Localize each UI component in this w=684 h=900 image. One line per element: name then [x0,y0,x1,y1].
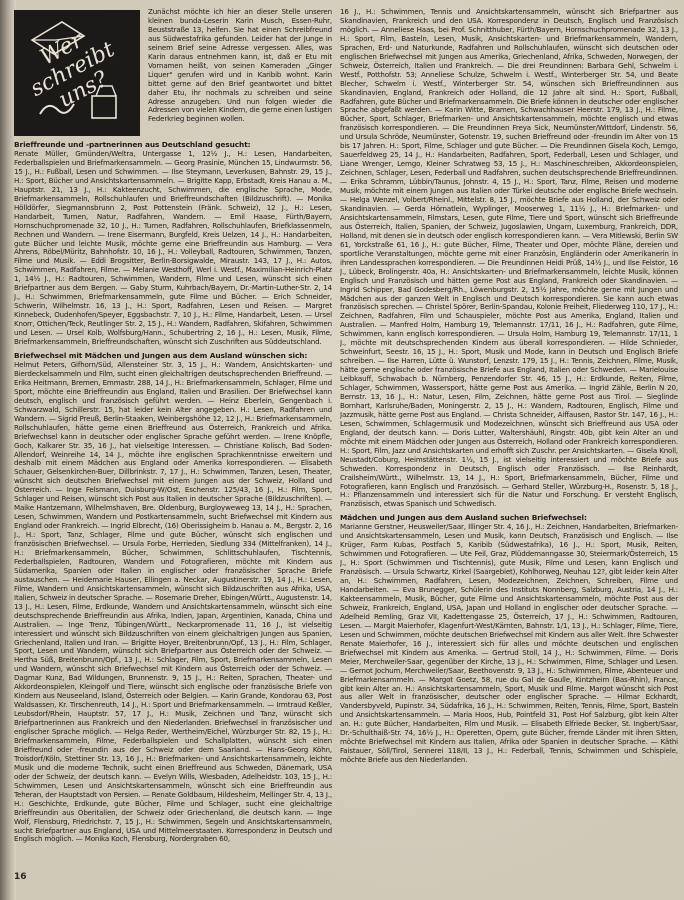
right-column-continued: 16 J., H.: Schwimmen, Tennis und Ansichtskartensammeln, wünscht sich Briefpartner aus Skandinavien, Frankreich und den USA. Korrespondenz in Deutsch, Englisch und Französisch möglich. — Anneliese Haas, bei Prof. Schnitthuber, Fürth/Bayern, Hornschuchpromenade 32, 13 J., H.: Sport, Film, Basteln, Lesen, Musik, Ansichtskarten- und Briefmarkensammeln, Wandern, Sprachen, Erd- und Naturkunde, Radfahren und Rollschuhlaufen, wünscht sich deutschen oder englischen Briefwechsel mit Jungen aus Amerika, Griechenland, Afrika, Schweden, Norwegen, der Schweiz, Österreich, Italien und Frankreich. — Die drei Freundinnen: Barbara Gehl, Schwelm i. Westf., Potthofstr. 53; Anneliese Schulze, Schwelm i. Westf., Winterberger Str. 54, und Beate Blecher, Schwelm i. Westf., Winterberger Str. 54, wünschen sich Brieffreundinnen aus Skandinavien, England, Frankreich oder Holland, die 12 Jahre alt sind. H.: Sport, Fußball, Radfahren, gute Bücher und Briefmarkensammeln. Die Briefe können in deutscher oder englischer Sprache abgefaßt werden. — Karin Witte, Bramen, Schwachhauser Heerstr. 179, 13 J., H.: Filme, Bücher, Sport, Schlager, Briefmarken- und Ansichtskartensammeln, möchte englisch und etwas französisch korrespondieren. — Die Freundinnen Freya Sick, Neumünster/Wittdorf, Lindenstr. 56, und Ursula Schröde, Neumünster, Gotenstr. 19, suchen Brieffreund oder -freundin im Alter von 15 bis 17 Jahren. H.: Sport, Filme, Schlager und gute Bücher. — Die Freundinnen Gisela Koch, Lemgo, Sauerfeldweg 25, 14 J., H.: Handarbeiten, Radfahren, Sport, Federball, Lesen und Schlager, und Liane Wrenger, Lemgo, Kleiner Schratweg 53, 15 J., H.: Maschineschreiben, Akkordeonspielen, Zeichnen, Schlager, Lesen, Federball und Radfahren, suchen deutschsprechende Brieffreundinnen. — Erika Schramm, Lübbin/Taunus, Johnstr. 4, 15 J., H.: Sport, Tanz, Filme, Reisen und moderne Musik, möchte mit einem Jungen aus Italien oder Türkei deutsche oder englische Briefe wechseln. — Helga Wenzel, Volbert/Rheinl., Mittelstr. 8, 15 J., möchte Briefe aus Holland, der Schweiz oder Skandinavien. — Gerda Hörnatlein, Wyplinger, Mooserweg 1, 11½ J., H.: Briefmarken- und Ansichtskartensammeln, Filmstars, Lesen, gute Filme, Tiere und Sport, wünscht sich Brieffreunde aus Österreich, Italien, Spanien, der Schweiz, Jugoslawien, Ungarn, Luxemburg, Frankreich, DDR, Holland, mit denen sie in deutsch oder englisch korrespondieren kann. — Vera Mitlewski, Berlin SW 61, Yorckstraße 61, 16 J., H.: gute Bücher, Filme, Theater und Oper, möchte Pläne, dereien und sportliche Veranstaltungen, möchte gerne mit einer Französin, Engländerin oder Amerikanerin in ihren Landessprachen korrespondieren. — Die Freundinnen Heidi Prüß, 14½ J., und Ilse Feistor, 16 J., Lübeck, Brolingerstr. 40a, H.: Ansichtskarten- und Briefmarkensammeln, leichte Musik, können Englisch und Französisch und hätten gerne Post aus England, Frankreich oder Skandinavien. — Ingrid Schipper, Bad Godesberg/Rh., Löwenburgstr. 2, 15½ Jahre, möchte gerne mit Jungen und Mädchen aus der ganzen Welt in Englisch und Deutsch korrespondieren. Sie kann auch etwas französisch sprechen. — Christel Spörer, Berlin-Spandau, Kolonie Freiheit, Fliederweg 110, 17 J., H.: Zeichnen, Radfahren, Film und Schauspieler, möchte Post aus Amerika, England, Italien und Australien. — Manfred Holm, Hamburg 19, Telemannstr. 17/11, 16 J., H.: Radfahren, gute Filme, Schwimmen, kann englisch korrespondieren. — Ursula Holm, Hamburg 19, Telemannstr. 17/11, 1 J., möchte mit deutschsprechenden Kindern aus überall korrespondieren. — Hilde Schnieder, Schweinfurt, Seestr. 16, 15 J., H.: Sport, Musik und Mode, kann in Deutsch und Englisch Briefe schreiben. — Ilse Harren, Lütte ü. Wunstorf, Lenzstr. 179, 15 J., H.: Tennis, Zeichnen, Filme, Musik, hätte gerne englische oder französische Briefe aus England, Italien oder Schweden. — Marielouise Leibkauff, Schwabach b. Nürnberg, Penzendorfer Str. 46, 15 J., H.: Erdkunde, Reiten, Filme, Schlager, Schwimmen, Wassersport, hätte gerne Post aus Amerika. — Ingrid Zähle, Berlin N 20, Bernstr. 13, 16 J., H.: Natur, Lesen, Film, Zeichnen, hätte gerne Post aus Tirol. — Sieglinde Bornhart, Karlsruhe/Baden, Moningerstr. 2, 15 J., H.: Wandern, Radtouren, Englisch, Filme und Jazzmusik, hätte gerne Post aus England. — Christa Schneider, Aiffausen, Rastor Str. 147, 16 J., H.: Lesen, Schwimmen, Schlagermusik und Modezeichnen, wünscht sich Brieffreund aus USA oder England, der deutsch kann. — Doris Lutter, Waltershäuhl, Ringstr. 40b, gibt kein Alter an und möchte mit einem Mädchen oder Jungen aus Österreich, Holland oder Frankreich korrespondieren. H.: Sport, Film, Jazz und Ansichtskarten und erhofft sich Zuschr. per Ansichtskarten. — Gisela Knoll, Neustadt/Coburg, Heimstättenstr. 1½, 15 J., ist vielseitig interessiert und möchte Briefe aus Schweden. Korrespondenz in Deutsch, Englisch oder Französisch. — Ilse Reinhardt, Crailsheim/Württ., Wilhelmstr. 13, 14 J., H.: Sport, Briefmarkensammeln, Bücher, Filme und Fotografieren, kann Englisch und Französisch. — Gerhard Steller, Würzburg-H., Rosenstr. 5, 18 J., H.: Pflanzensammeln und interessiert sich für die Natur und Forschung. Er versteht Englisch, Französisch, etwas Spanisch und Schwedisch. [340,8,678,509]
section-body-inland: Renate Müller, Gmünden/Weltra, Untergasse 1, 12½ J., H.: Lesen, Handarbeiten, Federballspielen und Briefmarkensammeln. — Georg Prasinie, München 15, Lindwurmstr. 56, 15 J., H.: Fußball, Lesen und Schwimmen. — Ilse Steymann, Leverkusen, Bahnstr. 29, 15 J., H.: Sport, Bücher und Ansichtskartensammeln. — Brigitte Kapp, Erbstadt, Kreis Hanau a. M., Hauptstr. 21, 13 J., H.: Kakteenzucht, Schwimmen, die englische Sprache, Mode, Briefmarkensammeln, Rollschuhlaufen und Brieffreundschaften (Bildzuschrift). — Monika Hölldörfer, Siegmannsbrunn 2, Post Pottenstein (Fränk. Schweiz), 12 J., H.: Lesen, Handarbeit, Turnen, Natur, Radfahren, Wandern. — Emil Haase, Fürth/Bayern, Hornschuchpromenade 32, 10 J., H.: Turnen, Radfahren, Rollschuhlaufen, Briefklassenmeln, Rechnen und Wandern. — Irene Eisermann, Burgfeld, Kreis Uelzen, 14 J., H.: Handarbeiten, gute Bücher und leichte Musik, möchte gerne eine Brieffreundin aus Hamburg. — Vera Ahrens, Röbel/Müritz, Bahnhofstr. 10, 16 J., H.: Volleyball, Radtouren, Schwimmen, Tanzen, Filme und Musik. — Eddi Brogsitter, Berlin-Borsigwalde, Miraustr. 143, 17 J., H.: Autos, Schwimmen, Radfahren, Filme. — Melanie Westhoff, Werl i. Westf., Maximilian-Heinrich-Platz 1, 14½ J., H.: Radtouren, Schwimmen, Wandern, Filme und Lesen, wünscht sich einen Briefpartner aus dem Bergen. — Gaby Sturm, Kuhrbach/Bayern, Dr.-Martin-Luther-Str. 2, 14 J., H.: Schwimmen, Briefmarkensammeln, gute Filme und Bücher. — Erich Schneider, Schwerin, Wilhelmstr. 16, 13 J., H.: Sport, Radfahren, Lesen und Reisen. — Margret Kinnebeck, Oudenhofen/Speyer, Eggsbachstr. 7, 10 J., H.: Filme, Handarbeit, Lesen. — Ursel Knorr, Ottichen/Teck, Reutlinger Str. 2, 15 J., H.: Wandern, Radfahren, Skifahren, Schwimmen und Lesen. — Ursel Kolb, Wolfsburg/Hann., Schubertring 2, 16 J., H.: Lesen, Musik, Filme, Briefmarkensammeln, Brieffreundschaften, wünscht sich Zuschriften aus Süddeutschland. [14,149,332,347]
badge-title: Wer schreibt uns? [26,27,120,113]
section-body-ausland: Helmut Peters, Gifhorn/Süd, Allensteiner Str. 3, 15 J., H.: Wandern, Ansichtskarten- und Bierdeckelsammeln und Film, sucht einen gleichaltrigen deutschsprechenden Brieffreund. — Erika Heitmann, Bremen, Emmastr. 288, 14 J., H.: Briefmarkensammeln, Schlager, Filme und Sport, möchte eine Brieffreundin aus England, Italien und Brasilien. Der Briefwechsel kann deutsch, englisch und französisch geführt werden. — Heinz Eberlein, Gengenbach i. Schwarzwald, Schillerstr. 15, hat leider kein Alter angegeben. H.: Lesen, Radfahren und Wandern. — Sigrid Preuß, Berlin-Staaken, Weinbergshöhe 12, 12 J., H.: Briefmarkensammeln, Rollschuhlaufen, hätte gerne einen Brieffreund aus Österreich, Frankreich und Afrika. Briefwechsel kann in deutscher oder englischer Sprache geführt werden. — Irene Knöpfle, Goch, Kalkarer Str. 35, 16 J., hat vielseitige Interessen. — Christiane Kolisch, Bad Soden-Allendorf, Weinreihe 14, 14 J., möchte ihre englischen Sprachkenntnisse erweitern und deshalb mit einem Mädchen aus England oder Amerika korrespondieren. — Elisabeth Schauer, Gelsenkirchen-Buer, Dillbrinkstr. 7, 17 J., H.: Schwimmen, Tanzen, Lesen, Theater, wünscht sich deutschen Briefwechsel mit einem Jungen aus der Schweiz, Holland und Österreich. — Inge Felsmann, Duisburg-W/Ost, Eschenstr. 125/43, 16 J., H.: Film, Sport, Schlager und Reisen, wünscht sich Post aus Italien in deutscher Sprache (Bildzuschriften). — Maike Hantzemann, Wilhelmshaven, Bre. Oldenburg, Burgloyweweg 13, 14 J., H.: Sprachen, Lesen, Schwimmen, Wandern und Postkartensammeln, sucht Briefwechsel mit Kindern aus England oder Frankreich. — Ingrid Elbrecht, (16) Oberissigheim b. Hanau a. M., Bergstr. 2, 16 J., H.: Sport, Tanz, Schlager, Filme und gute Bücher, wünscht sich englischen und französischen Briefwechsel. — Ursula Forbe, Herrieden, Siedlung 334 (Mittelfranken), 14 J., H.: Briefmarkensammeln, Bücher, Schwimmen, Schlittschuhlaufen, Tischtennis, Federballspielen, Radtouren, Wandern und Fotografieren, möchte mit Kindern aus Südamerika, Spanien oder Italien in englischer oder französischer Sprache Briefe austauschen. — Heidemarie Hauser, Ellingen a. Neckar, Augustinerstr. 19, 14 J., H.: Lesen, Filme, Wandern und Ansichtskartensammeln, wünscht sich Bildzuschriften aus Afrika, USA, Italien, Schweiz in deutscher Sprache. — Rosemarie Dreher, Ebingen/Württ., Augustenstr. 14, 13 J., H.: Lesen, Filme, Erdkunde, Wandern und Ansichtskartensammeln, wünscht sich eine deutschsprechende Brieffreundin aus Afrika, Indien, Japan, Argentinien, Kanada, China und Australien. — Inge Trenz, Tübingen/Württ., Neckarpromenade 11, 16 J., ist vielseitig interessiert und wünscht sich Bildzuschriften von einem gleichaltrigen Jungen aus Spanien, Griechenland, Italien und Iran. — Brigitte Hoyer, Breitenbrunn/Opf., 13 J., H.: Film, Schlager, Sport, Lesen und Wandern, wünscht sich Briefpartner aus Österreich oder der Schweiz. — Hertha Süß, Breitenbrunn/Opf., 13 J., H.: Schlager, Film, Sport, Briefmarkensammeln, Lesen und Wandern, wünscht sich Briefwechsel mit Kindern aus Österreich oder der Schweiz. — Dagmar Kunz, Bad Wildungen, Brunnenstr. 9, 15 J., H.: Reiten, Sprachen, Theater- und Akkordeonspielen, Kleingolf und Tiere, wünscht sich englische oder französische Briefe von Kindern aus Neuseeland, Island, Österreich oder Belgien. — Karin Grande, Kondorau 63, Post Waldsassen, Kr. Tirschenreuth, 14 J., H.: Sport und Briefmarkensammeln. — Irmtraud Keßler, Leubsdorf/Rhein, Hauptstr. 57, 17 J., H.: Musik, Zeichnen und Tanz, wünscht sich Briefpartnerinnen aus Frankreich und den Niederlanden. Briefwechsel in französischer und englischer Sprache möglich. — Helga Reder, Wertheim/Eichel, Würzburger Str. 82, 15 J., H.: Briefmarkensammeln, Filme, Federballspielen und Schallplatten, wünscht sich einen Brieffreund oder -freundin aus der Schweiz oder dem Saarland. — Hans-Georg Köhn, Troisdorf/Köln, Stettiner Str. 13, 16 J., H.: Briefmarken- und Ansichtskartensammeln, leichte Musik und die moderne Technik, sucht einen Brieffreund aus Schweden, Dänemark, USA oder der Schweiz, der deutsch kann. — Evelyn Wills, Wiesbaden, Adelheidstr. 103, 15 J., H.: Schwimmen, Lesen und Ansichtskartensammeln, wünscht sich eine Brieffreundin aus Teheran, der Hauptstadt von Persien. — Renate Goldbaum, Hildesheim, Mellinger Str. 4, 13 J., H.: Geschichte, Erdkunde, gute Bücher, Filme und Schlager, sucht eine gleichaltrige Brieffreundin aus Oberitalien, der Schweiz oder Griechenland, die deutsch kann. — Inge Wolf, Flensburg, Friedrichstr. 7, 15 J., H.: Schwimmen, Segeln und Ansichtskartensammeln, sucht Briefpartner aus England, USA und Mittelmeerstaaten. Korrespondenz in Deutsch und Englisch möglich. — Monika Koch, Flensburg, Nordergraben 60, [14,359,332,844]
wer-schreibt-uns-badge [14,10,140,136]
intro-block [14,8,332,136]
intro-paragraph: Zunächst möchte ich hier an dieser Stelle unseren kleinen bunda-Leserin Karin Musch, Essen-Ruhr, Beuststraße 13, helfen. Sie hat einen Schreibfreund aus Südwestafrika gefunden. Leider hat der Junge in seinem Brief seine Adresse vergessen. Alles, was Karin daraus entnehmen kann, ist, daß er Etu mit Vornamen heißt, von seinen Kameraden „Ginger Liquer" gerufen wird und in Karibib wohnt. Karin bittet gerne auf den Brief geantwortet und bittet daher Etu, ihr nochmals zu schreiben und seine Adresse anzugeben. Und nun folgen wieder die Adressen von vielen Kindern, die gerne einen lustigen Federkrieg beginnen wollen. [148,8,332,124]
left-column [14,8,332,870]
section-heading-ausland: Briefwechsel mit Mädchen und Jungen aus dem Ausland wünschen sich: [14,350,308,360]
section-heading-foreign: Mädchen und Jungen aus dem Ausland suchen Briefwechsel: [340,513,587,523]
section-heading-inland: Brieffreunde und -partnerinnen aus Deutschland gesucht: [14,140,251,149]
section-body-foreign: Marianne Gerstner, Heusweiler/Saar, Illinger Str. 4, 16 J., H.: Zeichnen, Handarbeiten, Briefmarken- und Ansichtskartensammeln, Lesen und Musik, kann Deutsch, Französisch und Englisch. — Ilse Krüger, Farm Kubas, Postfach 5, Karibib (Südwestafrika), 16 J., H.: Sport, Musik, Reiten, Schwimmen und Fotografieren. — Ute Feil, Graz, Plüddemanngasse 30, Steiermark/Österreich, 15 J., H.: Sport (Schwimmen und Tischtennis), gute Musik, Filme und Lesen, kann Englisch und Französisch. — Ursula Schwartz, Kirkel (Saargebiet), Kohlhorweg, Neuhau 12?, gibt leider kein Alter an, H.: Schwimmen, Radfahren, Lesen, Modezeichnen, Zeichnen, Schreiben, Filme und Handarbeiten. — Eva Brunegger, Schülerin des Instituts Nonnberg, Salzburg, Austria, 14 J., H.: Kakteensammeln, Musik, Bücher, gute Filme und Ansichtskartensammeln, möchte Post aus der Schweiz, Frankreich, England, USA, Japan und Holland in englischer oder deutscher Sprache. — Adelheid Remling, Graz VII, Kadettengasse 25, Österreich, 17 J., H.: Schwimmen, Radtouren, Lesen. — Margit Maierhofer, Klagenfurt-West/Kärnten, Bahnstr. 1/1, 13 J., H.: Schlager, Filme, Tiere, Lesen und Schwimmen, möchte deutschen Briefwechsel mit Kindern aus aller Welt. Ihre Schwester Renate Maierhofer, 16 J., interessiert sich für alles und möchte deutschen und englischen Briefwechsel mit Kindern aus Amerika. — Gertrud Stoll, 14 J., H.: Schwimmen, Filme. — Doris Meier, Merchweiler-Saar, gegenüber der Kirche, 13 J., H.: Schwimmen, Filme, Schlager und Lesen. — Gernot Jochum, Merchweiler/Saar, Beethovenstr. 9, 13 J., H.: Schwimmen, Filme, Abenteuer und Briefmarkensammeln. — Margot Goetz, 58, rue du Gal de Gaulle, Kintzheim (Bas-Rhin), France, gibt kein Alter an. H.: Ansichtskartensammeln, Sport, Musik und Filme. Margot wünscht sich Post aus aller Welt in französischer, deutscher oder englischer Sprache. — Hilmar Eckhardt, Vandersbyveld, Pupinstr. 34, Südafrika, 16 J., H.: Schwimmen, Reiten, Tennis, Filme, Sport, Basteln und Ansichtskartensammeln. — Maria Hoos, Hub, Pointfeld 31, Post Hof Salzburg, gibt kein Alter an. H.: gute Bücher, Handarbeiten, Film und Musik. — Elisabeth Elfriede Becker, St. Ingbert/Saar, Dr.-Schulthaiß-Str. 74, 16½ J., H.: Operetten, Opern, gute Bücher, fremde Länder mit ihren Sitten, möchte Briefwechsel mit Kindern aus Italien, Afrika oder Spanien in deutscher Sprache. — Käthi Faistauer, Söll/Tirol, Sennerei 118/II, 13 J., H.: Federball, Tennis, Schwimmen und Schispiele, möchte Briefe aus den Niederlanden. [340,522,678,765]
page-number: 16 [14,872,27,882]
right-column [340,8,678,890]
